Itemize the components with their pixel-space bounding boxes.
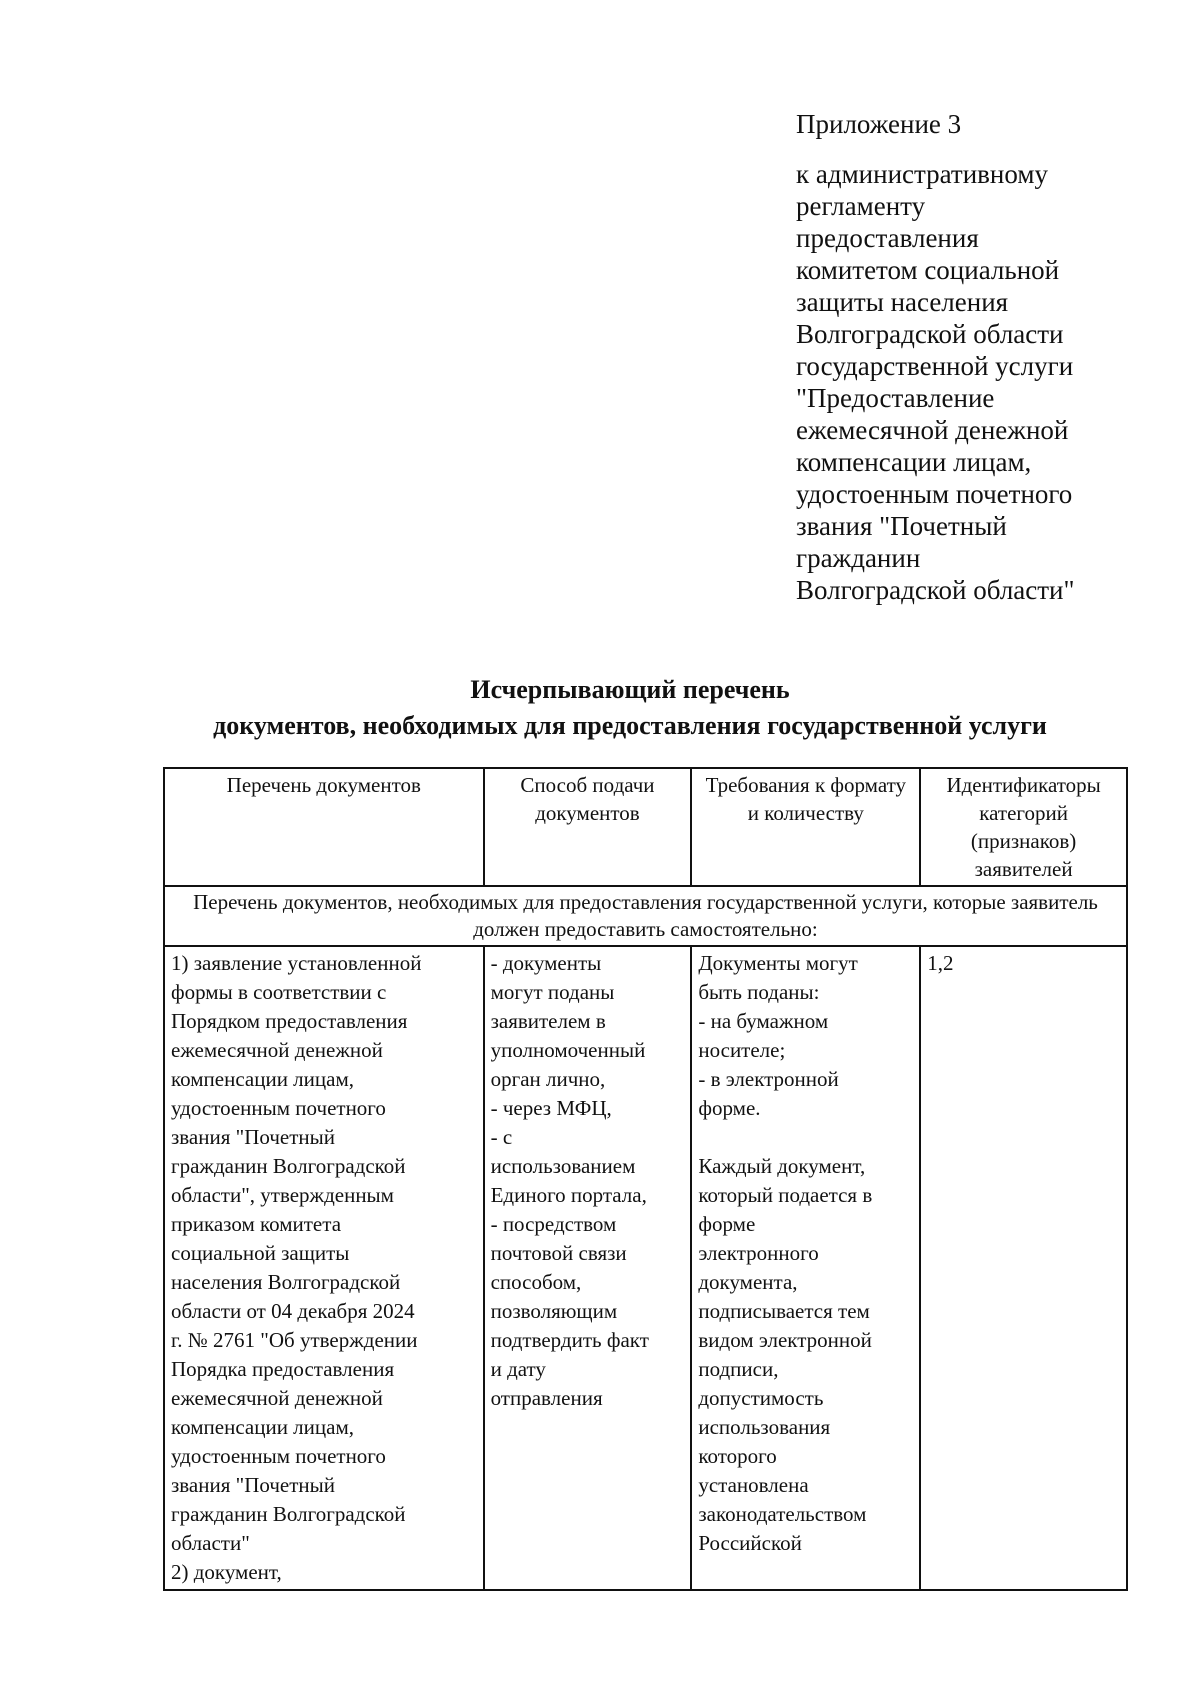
appendix-line: звания "Почетный: [796, 511, 1007, 541]
documents-line: Порядка предоставления: [171, 1357, 395, 1381]
requirements-line: - в электронной: [698, 1067, 839, 1091]
requirements-line: электронного: [698, 1241, 819, 1265]
appendix-line: комитетом социальной: [796, 255, 1060, 285]
requirements-line: видом электронной: [698, 1328, 872, 1352]
requirements-line: документа,: [698, 1270, 798, 1294]
appendix-line: ежемесячной денежной: [796, 415, 1069, 445]
requirements-line: использования: [698, 1415, 831, 1439]
identifiers-cell: 1,2: [920, 946, 1127, 1590]
documents-line: области от 04 декабря 2024: [171, 1299, 415, 1323]
appendix-line: удостоенным почетного: [796, 479, 1073, 509]
documents-line: гражданин Волгоградской: [171, 1502, 406, 1526]
appendix-line: "Предоставление: [796, 383, 995, 413]
heading-line-1: Исчерпывающий перечень: [470, 675, 790, 704]
requirements-line: Российской: [698, 1531, 802, 1555]
appendix-line: компенсации лицам,: [796, 447, 1032, 477]
method-line: почтовой связи: [490, 1241, 627, 1265]
appendix-line: Волгоградской области": [796, 575, 1075, 605]
documents-line: ежемесячной денежной: [171, 1038, 383, 1062]
requirements-line: подписывается тем: [698, 1299, 870, 1323]
documents-line: удостоенным почетного: [171, 1444, 386, 1468]
header-submission-method: Способ подачи документов: [484, 768, 692, 886]
requirements-line: - на бумажном: [698, 1009, 829, 1033]
method-line: использованием: [490, 1154, 636, 1178]
table-section-row: [164, 886, 1127, 946]
requirements-line: форме: [698, 1212, 756, 1236]
documents-line: населения Волгоградской: [171, 1270, 401, 1294]
appendix-line: государственной услуги: [796, 351, 1074, 381]
requirements-line: носителе;: [698, 1038, 786, 1062]
method-line: - документы: [490, 951, 602, 975]
appendix-line: предоставления: [796, 223, 979, 253]
header-applicant-identifiers: Идентификаторы категорий (признаков) заявителей: [920, 768, 1127, 886]
method-line: уполномоченный: [490, 1038, 646, 1062]
appendix-text: [796, 158, 1126, 606]
documents-line: г. № 2761 "Об утверждении: [171, 1328, 418, 1352]
requirements-line: подписи,: [698, 1357, 779, 1381]
appendix-line: к административному: [796, 159, 1048, 189]
documents-line: удостоенным почетного: [171, 1096, 386, 1120]
method-line: отправления: [490, 1386, 603, 1410]
documents-line: ежемесячной денежной: [171, 1386, 383, 1410]
table-header-row: [164, 768, 1127, 886]
requirements-line: которого: [698, 1444, 777, 1468]
paragraph-gap: [698, 1123, 913, 1152]
method-line: Единого портала,: [490, 1183, 647, 1207]
appendix-line: защиты населения: [796, 287, 1009, 317]
requirements-line: который подается в: [698, 1183, 873, 1207]
method-cell: [484, 946, 692, 1590]
documents-line: гражданин Волгоградской: [171, 1154, 406, 1178]
requirements-line: законодательством: [698, 1502, 867, 1526]
method-line: могут поданы: [490, 980, 615, 1004]
method-line: - посредством: [490, 1212, 617, 1236]
method-line: способом,: [490, 1270, 582, 1294]
method-line: и дату: [490, 1357, 546, 1381]
method-line: подтвердить факт: [490, 1328, 649, 1352]
appendix-block: [796, 108, 1126, 606]
documents-cell: [164, 946, 484, 1590]
documents-line: социальной защиты: [171, 1241, 350, 1265]
section-title: Перечень документов, необходимых для предоставления государственной услуги, которые заявитель должен предоставить самостоятельно:: [164, 886, 1127, 946]
documents-line: формы в соответствии с: [171, 980, 387, 1004]
documents-line: компенсации лицам,: [171, 1415, 355, 1439]
documents-line: Порядком предоставления: [171, 1009, 408, 1033]
requirements-line: форме.: [698, 1096, 761, 1120]
method-line: - с: [490, 1125, 513, 1149]
method-line: позволяющим: [490, 1299, 618, 1323]
document-heading: [150, 672, 1110, 744]
table-row: [164, 946, 1127, 1590]
requirements-line: допустимость: [698, 1386, 824, 1410]
requirements-line: быть поданы:: [698, 980, 820, 1004]
documents-line: компенсации лицам,: [171, 1067, 355, 1091]
heading-line-2: документов, необходимых для предоставления государственной услуги: [213, 711, 1047, 740]
documents-line: 2) документ,: [171, 1560, 282, 1584]
requirements-cell: [691, 946, 920, 1590]
documents-table: [163, 767, 1128, 1591]
documents-line: области": [171, 1531, 250, 1555]
documents-line: области", утвержденным: [171, 1183, 394, 1207]
header-documents-list: Перечень документов: [164, 768, 484, 886]
requirements-line: Каждый документ,: [698, 1154, 866, 1178]
documents-line: звания "Почетный: [171, 1473, 335, 1497]
method-line: заявителем в: [490, 1009, 606, 1033]
documents-line: приказом комитета: [171, 1212, 342, 1236]
appendix-line: регламенту: [796, 191, 926, 221]
method-line: - через МФЦ,: [490, 1096, 612, 1120]
header-format-requirements: Требования к формату и количеству: [691, 768, 920, 886]
appendix-line: Волгоградской области: [796, 319, 1064, 349]
documents-line: 1) заявление установленной: [171, 951, 422, 975]
method-line: орган лично,: [490, 1067, 606, 1091]
requirements-line: Документы могут: [698, 951, 858, 975]
requirements-line: установлена: [698, 1473, 809, 1497]
documents-line: звания "Почетный: [171, 1125, 335, 1149]
appendix-line: гражданин: [796, 543, 921, 573]
appendix-title: Приложение 3: [796, 109, 962, 139]
